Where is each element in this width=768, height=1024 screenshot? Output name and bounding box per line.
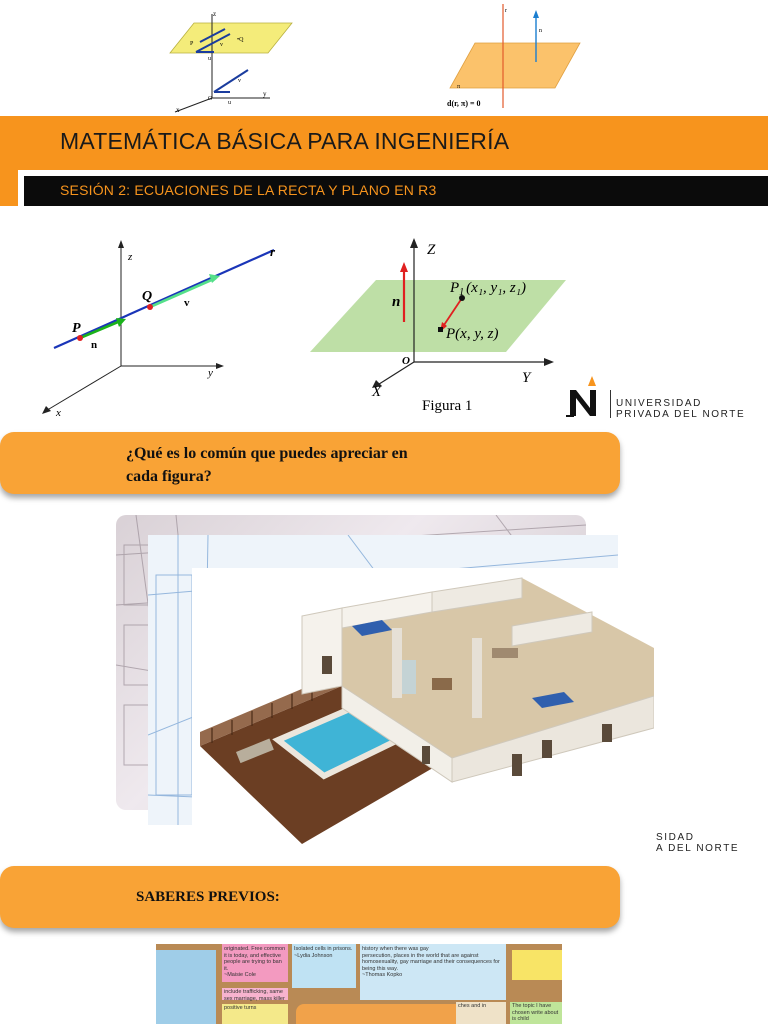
point-p-label: P(x, y, z) [446,326,499,342]
sticky-note-large-text: persecution, places in the world that are against homosexuality, gay marriage and their consequences for being this way. [362,952,500,972]
sticky-note-pink-author: ~Maisie Cole [224,972,256,978]
figure-caption: Figura 1 [422,398,473,414]
vector-v-label: v [184,297,190,309]
point-p1-label: $P_1$ (x₁, y₁, z₁) [450,280,526,298]
normal-n-label: n [392,294,401,310]
top-left-vector-diagram [150,0,310,114]
point-p-label: P [190,41,194,47]
university-logo [564,376,754,420]
logo-partial-line2: A DEL NORTE [656,843,740,854]
sticky-notes-board-image [156,944,562,1024]
plane-y-label: Y [522,370,531,386]
upn-logo-mark-icon [564,376,604,420]
saberes-previos-box [0,866,620,928]
plane-pi-label: π [457,84,461,90]
y-axis-label: y [263,90,267,98]
sticky-note-large-author: ~Thomas Kopko [362,972,403,978]
vector-v-bottom-label: v [238,78,241,84]
sticky-note-small-text: include trafficking, same sex marriage, mass killer [224,989,285,1002]
course-title: MATEMÁTICA BÁSICA PARA INGENIERÍA [60,128,510,154]
logo-text-line2: PRIVADA DEL NORTE [616,409,746,420]
sticky-note-lightblue-large [360,944,506,1000]
sticky-note-green-bottom [510,1002,562,1024]
vector-u-bottom-label: u [228,100,231,106]
sticky-note-yellow-bottom [222,1004,288,1024]
logo-text-line1: UNIVERSIDAD [616,398,702,409]
saberes-previos-label: SABERES PREVIOS: [136,889,280,905]
sticky-note-pink-small [222,988,288,1000]
plane-z-label: Z [427,242,436,258]
sticky-note-beige-bottom [456,1002,506,1024]
sticky-note-beige-text: ches and in [458,1003,487,1009]
x-axis-label: x [176,106,180,114]
sticky-note-green-text: The topic I have chosen write about is child [512,1003,559,1022]
line-x-label: x [56,407,61,419]
origin-label: O [208,96,213,102]
line-in-space-diagram [36,236,286,420]
plane-origin-label: O [402,355,410,367]
point-q-label: Q [142,289,153,304]
normal-n-label: n [539,28,542,34]
sticky-note-orange-bottom [296,1004,476,1024]
line-z-label: z [128,251,133,263]
sticky-note-blue [292,944,356,988]
question-line2: cada figura? [126,468,212,485]
logo-divider [610,390,611,418]
sticky-note-pink [222,944,288,982]
plane-in-space-diagram [306,236,570,420]
vector-n-label: n [91,339,98,351]
sticky-note-blue-left [156,950,216,1024]
session-subtitle: SESIÓN 2: ECUACIONES DE LA RECTA Y PLANO EN R3 [60,182,437,198]
line-r-label: r [270,244,276,259]
vector-v-label: v [220,42,223,48]
sticky-note-yellow-right [512,950,562,980]
plane-x-label: X [372,384,382,400]
line-y-label: y [208,367,213,379]
sticky-note-blue-text: Isolated cells in prisons. [294,946,353,952]
sticky-note-blue-author: ~Lydia Johnson [294,952,333,959]
house-3d-floorplan-image [192,568,654,856]
sticky-note-large-top-text: history when there was gay [362,946,429,952]
z-axis-label: z [213,10,217,18]
sticky-note-yellow-text: positive turns [224,1005,257,1011]
line-r-label: r [505,8,507,14]
point-q-label: •Q [237,37,244,43]
distance-formula: d(r, π) = 0 [447,99,481,108]
header-accent-tab [0,116,18,206]
top-right-plane-diagram [435,0,585,112]
logo-partial-line1: SIDAD [656,832,695,843]
sticky-note-pink-text: originated. Free common it is today, and effective people are trying to ban it. [224,946,286,972]
point-p-label: P [72,321,81,336]
vector-u-label: u [208,56,211,62]
question-line1: ¿Qué es lo común que puedes apreciar en [126,445,408,462]
